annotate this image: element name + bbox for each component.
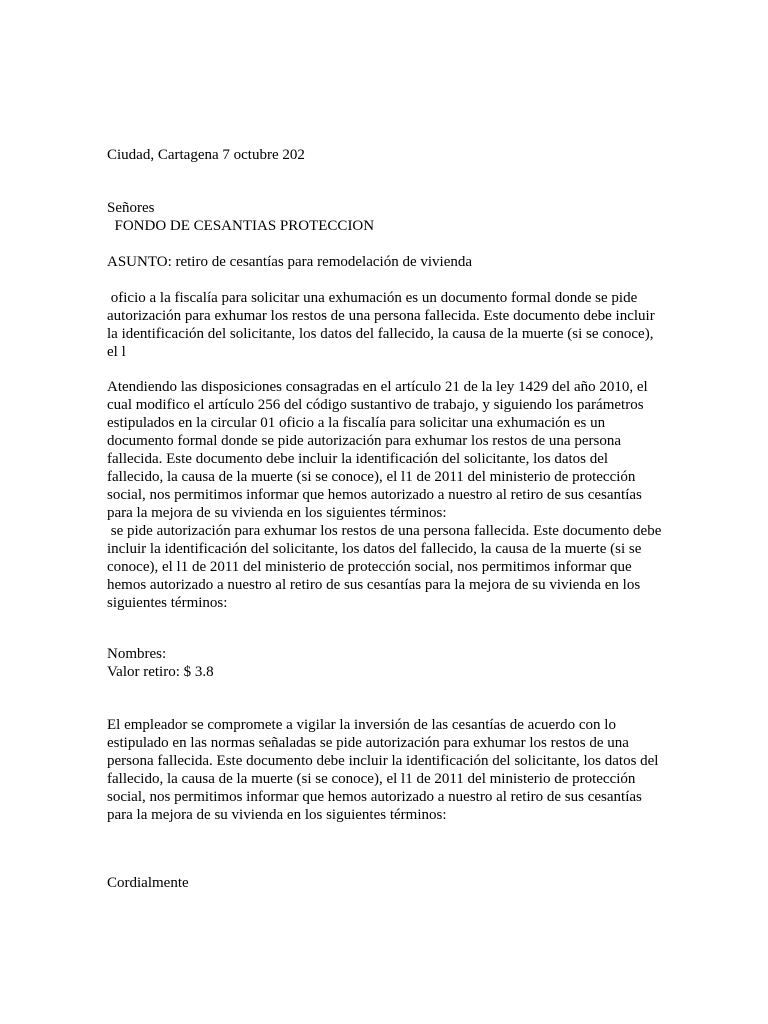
intro-paragraph: oficio a la fiscalía para solicitar una exhumación es un documento formal donde se pide autorización para exhumar los restos de una persona fallecida. Este documento debe incluir la identificación del solicitante, los datos del fallecido, la causa de la muerte (si se conoce), el l <box>107 290 659 360</box>
withdrawal-amount-line: Valor retiro: $ 3.8 <box>107 664 214 680</box>
salutation: Señores <box>107 200 155 216</box>
closing-line: Cordialmente <box>107 875 189 891</box>
commitment-paragraph: El empleador se compromete a vigilar la inversión de las cesantías de acuerdo con lo estipulado en las normas señaladas se pide autorización para exhumar los restos de una persona fallecida. Este documento debe incluir la identificación del solicitante, los datos del fallecido, la causa de la muerte (si se conoce), el l1 de 2011 del ministerio de protección social, nos permitimos informar que hemos autorizado a nuestro al retiro de sus cesantías para la mejora de su vivienda en los siguientes términos: <box>107 717 663 823</box>
main-paragraph: Atendiendo las disposiciones consagradas en el artículo 21 de la ley 1429 del año 2010, el cual modifico el artículo 256 del código sustantivo de trabajo, y siguiendo los parámetros estipulados en la circular 01 oficio a la fiscalía para solicitar una exhumación es un documento formal donde se pide autorización para exhumar los restos de una persona fallecida. Este documento debe incluir la identificación del solicitante, los datos del fallecido, la causa de la muerte (si se conoce), el l1 de 2011 del ministerio de protección social, nos permitimos informar que hemos autorizado a nuestro al retiro de sus cesantías para la mejora de su vivienda en los siguientes términos: se pide autorización para exhumar los restos de una persona fallecida. Este documento debe incluir la identificación del solicitante, los datos del fallecido, la causa de la muerte (si se conoce), el l1 de 2011 del ministerio de protección social, nos permitimos informar que hemos autorizado a nuestro al retiro de sus cesantías para la mejora de su vivienda en los siguientes términos: <box>107 379 662 611</box>
subject-line: ASUNTO: retiro de cesantías para remodelación de vivienda <box>107 254 473 270</box>
names-field-label: Nombres: <box>107 646 167 662</box>
recipient-name: FONDO DE CESANTIAS PROTECCION <box>107 218 375 234</box>
date-line: Ciudad, Cartagena 7 octubre 202 <box>107 147 305 163</box>
